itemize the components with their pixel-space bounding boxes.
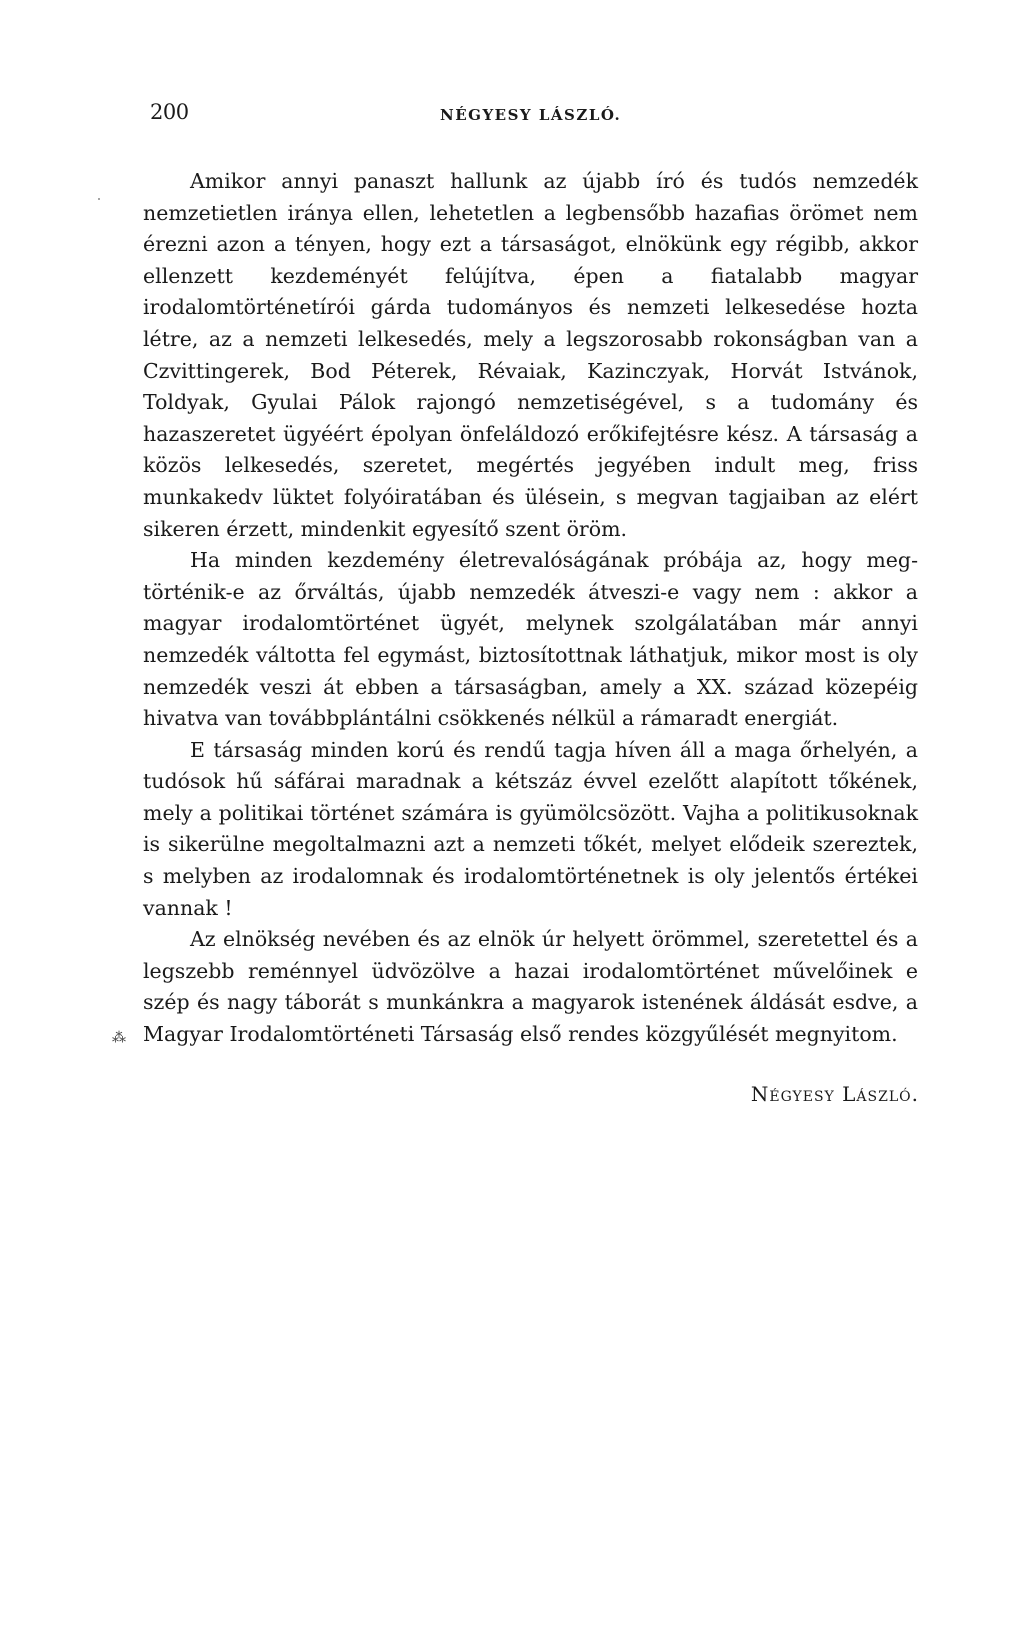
- paragraph-2: Ha minden kezdemény életrevalóságának próbája az, hogy megtörténik-e az őrváltás, újabb nemzedék átveszi-e vagy nem : akkor a magyar irodalomtörténet ügyét, melynek szolgálatában már annyi nemzedék váltotta fel egymást, biztosítottnak láthatjuk, mikor most is oly nemzedék veszi át ebben a társaságban, amely a XX. század közepéig hivatva van továbbplántálni csökkenés nélkül a rámaradt energiát.: [143, 548, 918, 731]
- paragraph-3: E társaság minden korú és rendű tagja híven áll a maga őrhelyén, a tudósok hű sáfárai maradnak a kétszáz évvel ezelőtt alapított tőkének, mely a politikai történet számára is gyümölcsözött. Vajha a politikusoknak is sikerülne megoltalmazni azt a nemzeti tőkét, melyet elődeik szereztek, s melyben az irodalomnak és irodalomtörténetnek is oly jelentős értékei vannak !: [143, 737, 918, 920]
- running-head: NÉGYESY LÁSZLÓ.: [440, 106, 622, 124]
- paragraph-1: Amikor annyi panaszt hallunk az újabb író és tudós nemzedék nemzetietlen iránya ellen, lehetetlen a legbensőbb hazafias örömet nem érezni azon a tényen, hogy ezt a társaságot, elnökünk egy régibb, akkor ellenzett kezdeményét felújítva, épen a fiatalabb magyar irodalomtörténetírói gárda tudományos és nemzeti lelkesedése hozta létre, az a nemzeti lelkesedés, mely a legszorosabb rokonságban van a Czvittingerek, Bod Péterek, Révaiak, Kazinczyak, Horvát Istvánok, Toldyak, Gyulai Pálok rajongó nemzetiségével, s a tudomány és hazaszeretet ügyéért épolyan önfeláldozó erőkifejtésre kész. A társaság a közös lelkesedés, szeretet, megértés jegyében indult meg, friss munkakedv lüktet folyóiratában és ülésein, s megvan tagjaiban az elért sikeren érzett, mindenkit egyesítő szent öröm.: [143, 169, 918, 541]
- signature: Négyesy László.: [750, 1082, 919, 1106]
- page-header: [150, 100, 920, 130]
- margin-mark: ⁂: [112, 1030, 126, 1046]
- paragraph-4: Az elnökség nevében és az elnök úr helyett örömmel, szeretettel és a legszebb reménnyel üdvözölve a hazai irodalomtörténet művelőinek e szép és nagy táborát s munkánkra a magyarok istenének áldását esdve, a Magyar Irodalomtörténeti Társaság első rendes közgyűlését megnyitom.: [143, 927, 918, 1047]
- body-text: [143, 166, 918, 1051]
- print-speck: [98, 198, 100, 200]
- page-number: 200: [150, 100, 189, 124]
